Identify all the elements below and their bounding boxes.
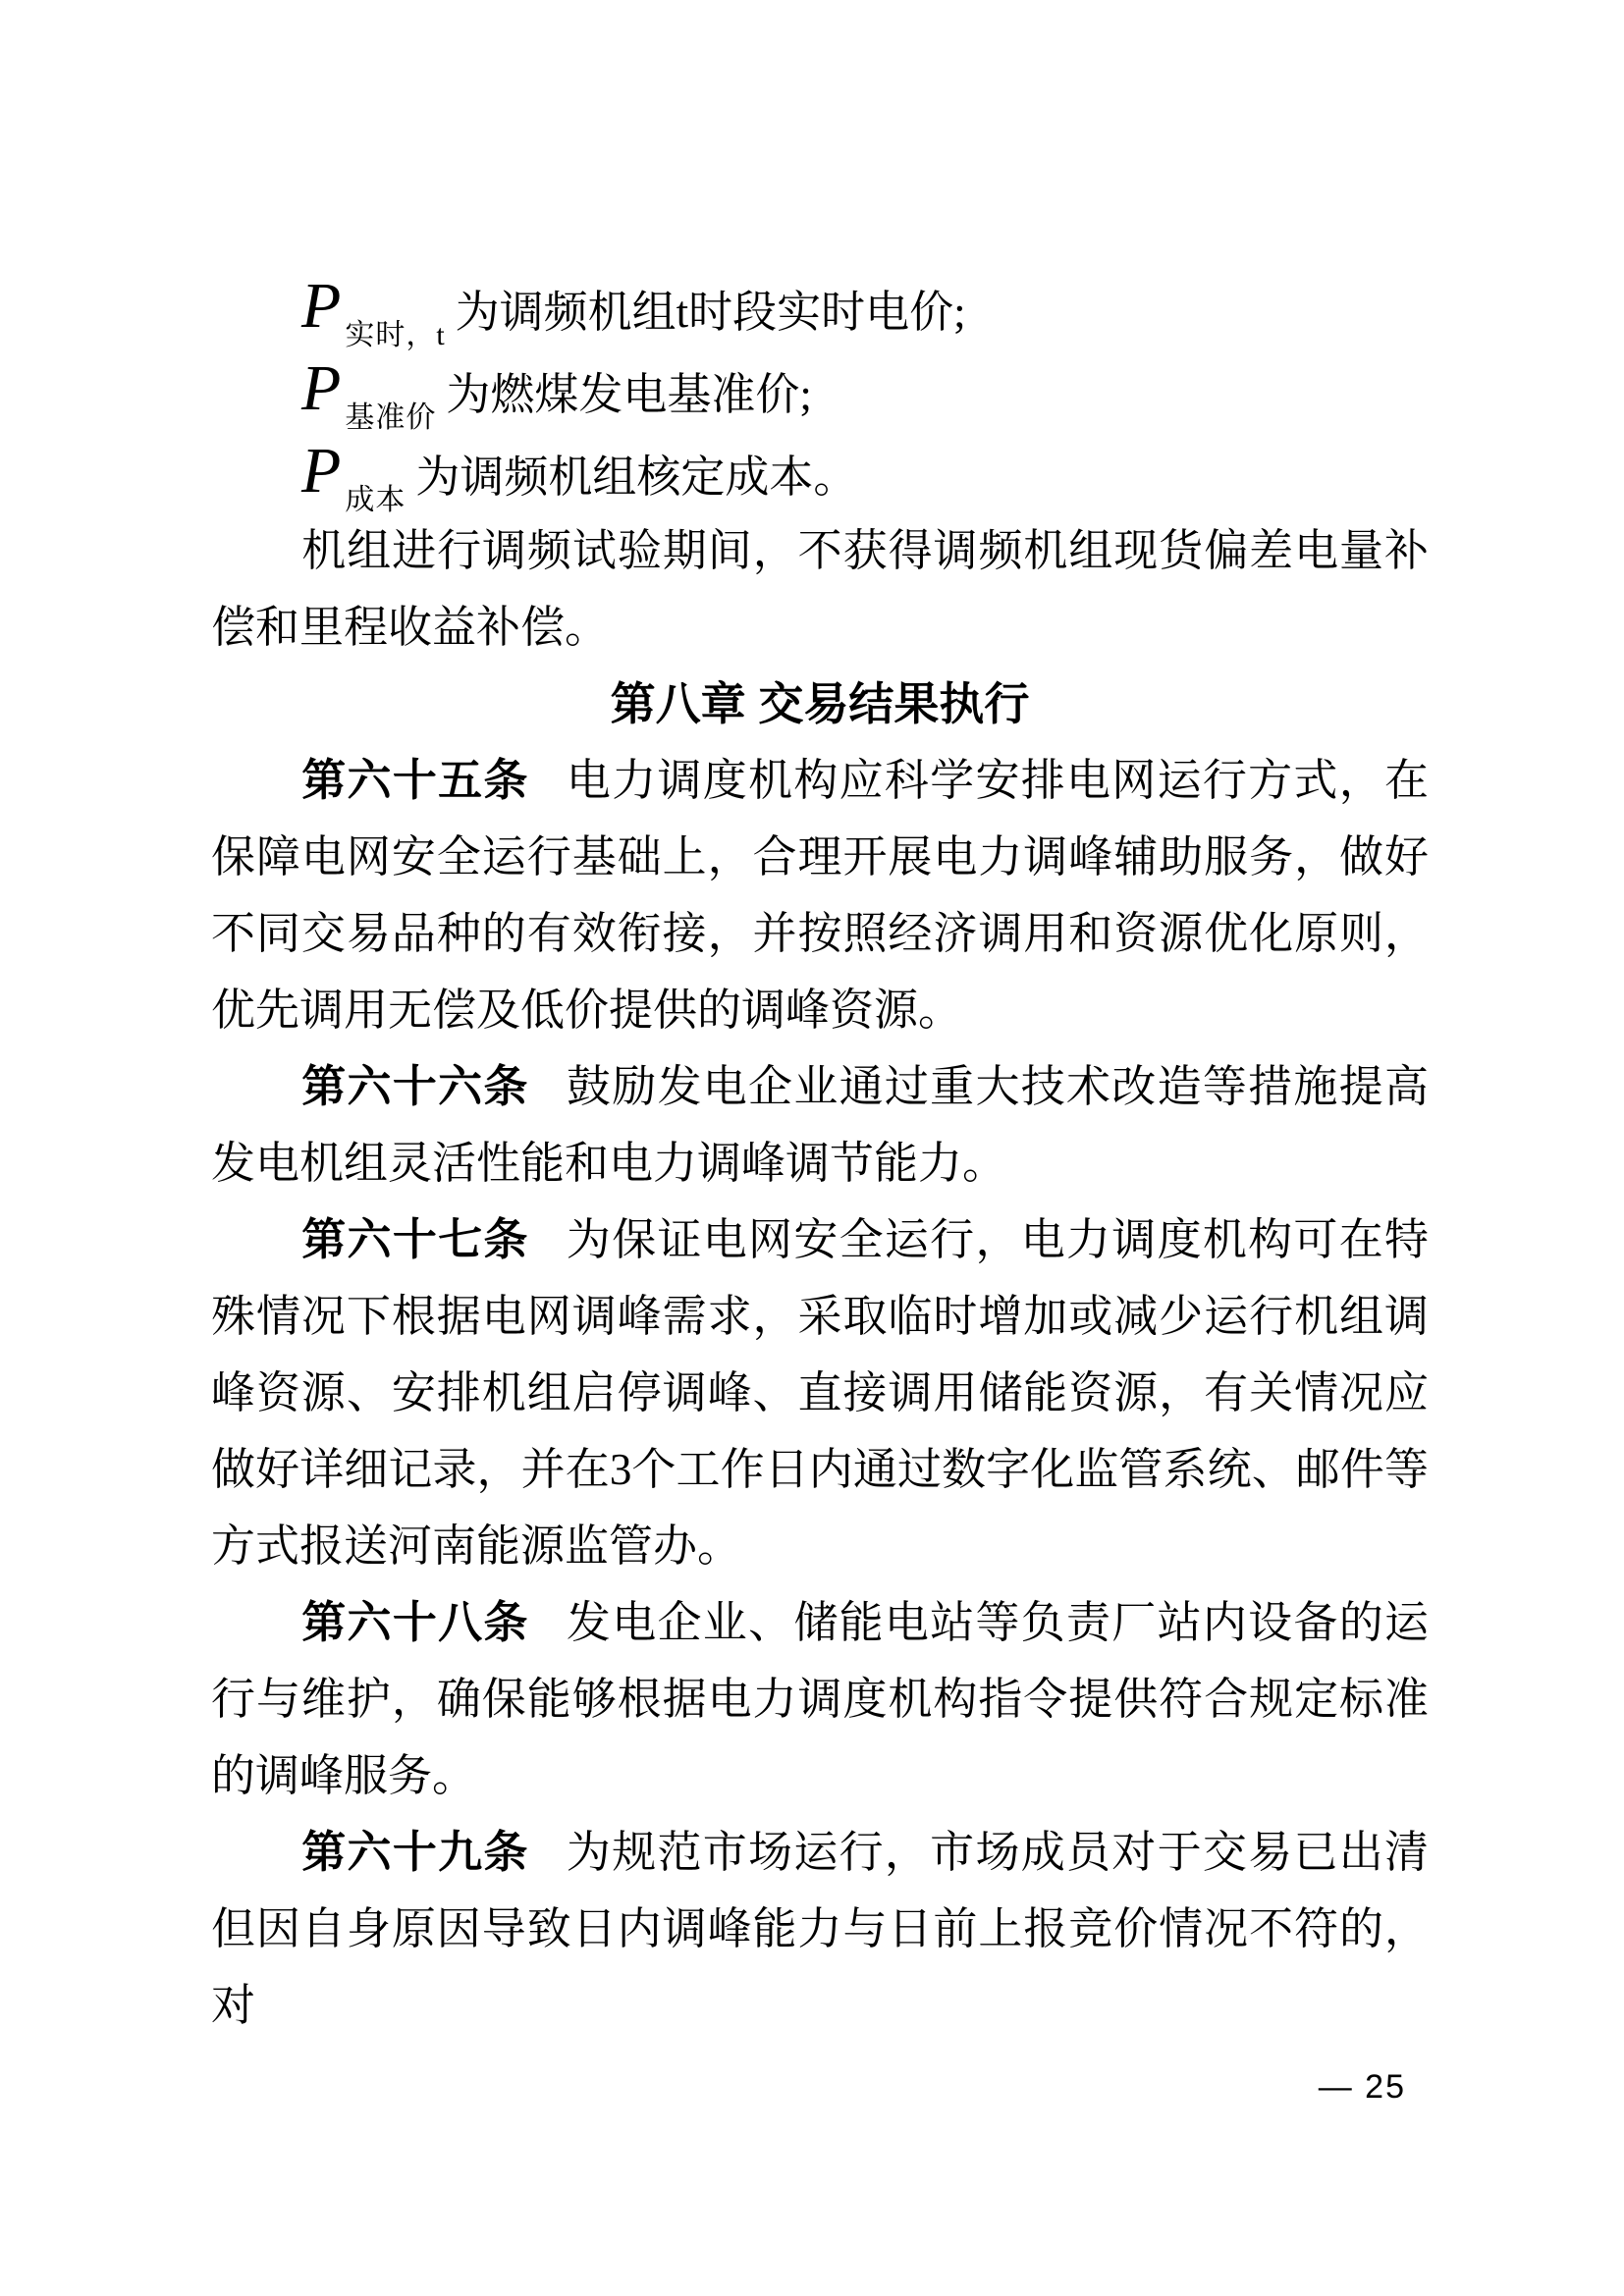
definition-text: 为调频机组核定成本。 [415,453,858,502]
article-text: 鼓励发电企业通过重大技术改造等措施提高发电机组灵活性能和电力调峰调节能力。 [211,1062,1429,1188]
article-text: 电力调度机构应科学安排电网运行方式，在保障电网安全运行基础上，合理开展电力调峰辅助服务，做好不同交易品种的有效衔接，并按照经济调用和资源优化原则，优先调用无偿及低价提供的调峰资源。 [211,756,1429,1035]
article-number: 第六十五条 [301,755,529,805]
formula-definition-realtime-price [211,265,1429,351]
symbol-P: P [301,352,342,424]
page-number: — 25 [1318,2068,1406,2106]
formula-definition-benchmark-price [211,347,1429,434]
article-text: 发电企业、储能电站等负责厂站内设备的运行与维护，确保能够根据电力调度机构指令提供符合规定标准的调峰服务。 [211,1598,1429,1800]
article-number: 第六十九条 [301,1827,529,1877]
chapter-heading: 第八章 交易结果执行 [610,678,1030,729]
article-paragraph-69 [211,1814,1429,2044]
definition-text: 为调频机组t时段实时电价; [455,288,966,337]
article-paragraph-67 [211,1201,1429,1584]
article-text: 为规范市场运行，市场成员对于交易已出清但因自身原因导致日内调峰能力与日前上报竞价情况不符的，对 [211,1828,1429,2030]
definition-text: 为燃煤发电基准价; [446,370,812,419]
note-paragraph: 机组进行调频试验期间，不获得调频机组现货偏差电量补偿和里程收益补偿。 [211,526,1429,652]
symbol-P-subscript: 实时，t [345,319,446,351]
symbol-P-subscript: 基准价 [345,401,437,434]
symbol-P: P [301,270,342,342]
article-number: 第六十六条 [301,1061,529,1111]
article-text: 为保证电网安全运行，电力调度机构可在特殊情况下根据电网调峰需求，采取临时增加或减少运行机组调峰资源、安排机组启停调峰、直接调用储能资源，有关情况应做好详细记录，并在3个工作日内通过数字化监管系统、邮件等方式报送河南能源监管办。 [211,1215,1429,1571]
formula-definition-cost [211,430,1429,516]
article-paragraph-68 [211,1584,1429,1814]
page-content [211,265,1429,2044]
symbol-P: P [301,435,342,507]
article-number: 第六十七条 [301,1214,529,1264]
article-number: 第六十八条 [301,1597,529,1647]
article-paragraph-66 [211,1048,1429,1201]
article-paragraph-65 [211,742,1429,1048]
symbol-P-subscript: 成本 [345,484,406,516]
